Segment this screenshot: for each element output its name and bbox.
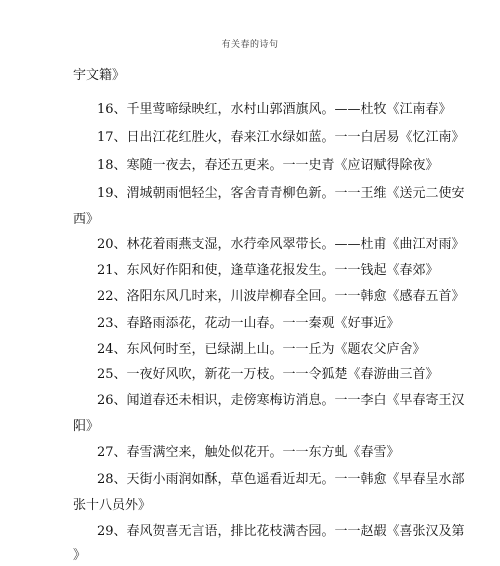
poem-line-29: 29、春风贺喜无言语，排比花枝满杏园。一一赵嘏《喜张汉及第 — [97, 524, 465, 539]
poem-line-26: 26、闻道春还未相识，走傍寒梅访消息。一一李白《早春寄王汉 — [97, 393, 465, 408]
poem-line-23: 23、春路雨添花，花动一山春。一一秦观《好事近》 — [97, 316, 400, 331]
poem-line-26-cont: 阳》 — [73, 419, 100, 434]
poem-line-28-cont: 张十八员外》 — [73, 498, 152, 513]
poem-line-22: 22、洛阳东风几时来，川波岸柳春全回。一一韩愈《感春五首》 — [97, 289, 465, 304]
poem-line-17: 17、日出江花红胜火，春来江水绿如蓝。一一白居易《忆江南》 — [97, 130, 465, 145]
poem-line-19-cont: 西》 — [73, 212, 100, 227]
poem-line-24: 24、东风何时至，已绿湖上山。一一丘为《题农父庐舍》 — [97, 342, 426, 357]
poem-line-16: 16、千里莺啼绿映红，水村山郭酒旗风。——杜牧《江南春》 — [97, 102, 452, 117]
poem-line-18: 18、寒随一夜去，春还五更来。一一史青《应诏赋得除夜》 — [97, 158, 439, 173]
text-line-continuation-1: 宇文籍》 — [73, 68, 126, 83]
page-header-title: 有关春的诗句 — [221, 40, 279, 50]
poem-line-20: 20、林花着雨燕支湿，水荇牵风翠带长。——杜甫《曲江对雨》 — [97, 237, 465, 252]
poem-line-27: 27、春雪满空来，触处似花开。一一东方虬《春雪》 — [97, 445, 400, 460]
poem-line-19: 19、渭城朝雨悒轻尘，客舍青青柳色新。一一王维《送元二使安 — [97, 186, 465, 201]
poem-line-21: 21、东风好作阳和使，逢草逢花报发生。一一钱起《春郊》 — [97, 263, 439, 278]
poem-line-25: 25、一夜好风吹，新花一万枝。一一令狐楚《春游曲三首》 — [97, 367, 439, 382]
poem-line-28: 28、天街小雨润如酥，草色遥看近却无。一一韩愈《早春呈水部 — [97, 472, 465, 487]
poem-line-29-cont: 》 — [73, 548, 87, 563]
